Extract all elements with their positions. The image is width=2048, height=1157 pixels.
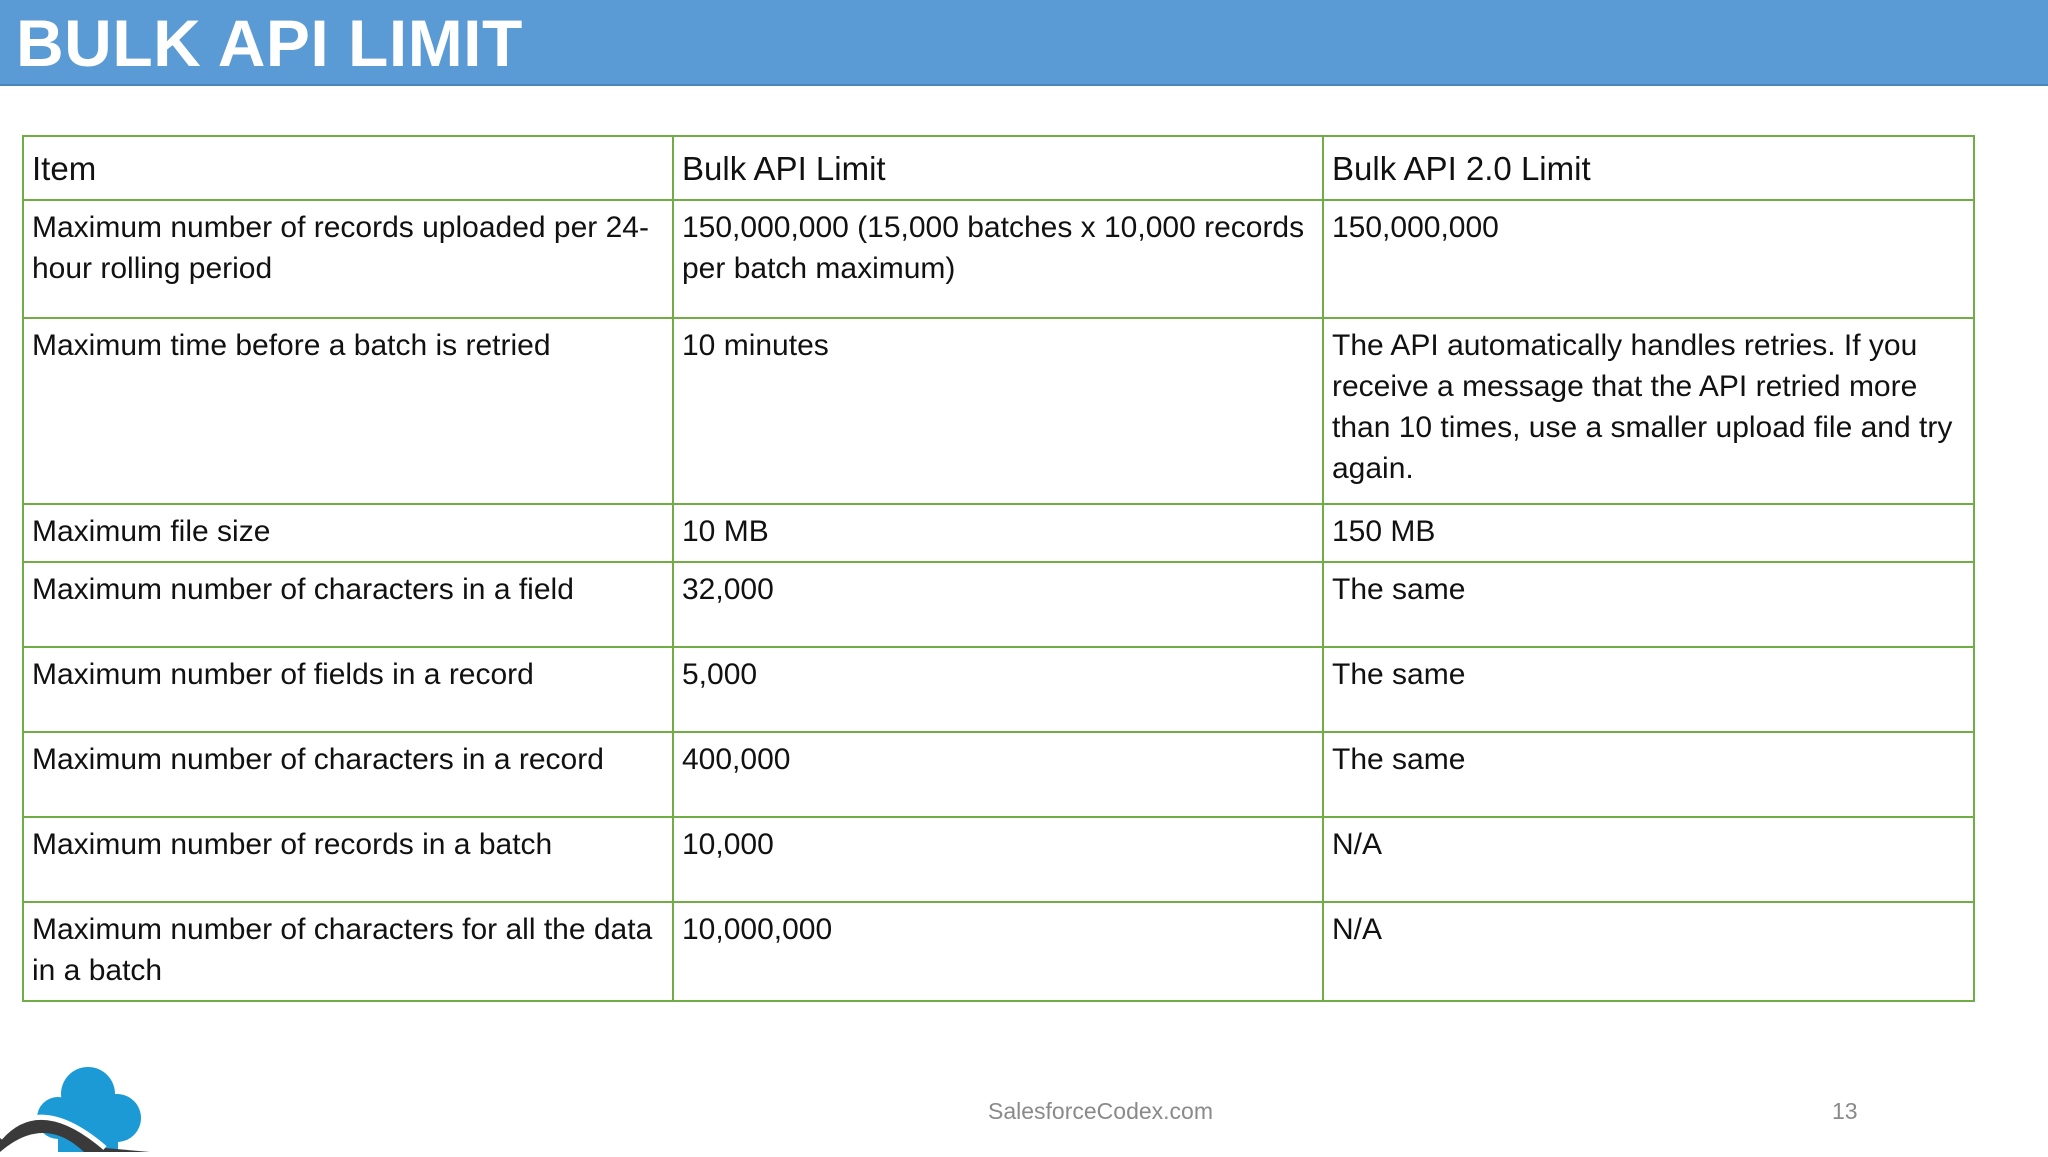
table-header-row (23, 136, 1974, 200)
table-cell: 150 MB (1323, 504, 1974, 562)
table-cell: Maximum number of characters for all the data in a batch (23, 902, 673, 1001)
footer-site: SalesforceCodex.com (988, 1098, 1213, 1124)
table-cell: Maximum number of characters in a record (23, 732, 673, 817)
table-cell: N/A (1323, 902, 1974, 1001)
table-row (23, 200, 1974, 318)
table-cell: 10,000,000 (673, 902, 1323, 1001)
table-row (23, 732, 1974, 817)
limits-table (22, 135, 1975, 1002)
table-cell: Maximum number of fields in a record (23, 647, 673, 732)
table-cell: Maximum number of records uploaded per 24-hour rolling period (23, 200, 673, 318)
header-bulk-api-limit: Bulk API Limit (673, 136, 1323, 200)
header-bulk-api-2-limit: Bulk API 2.0 Limit (1323, 136, 1974, 200)
table-cell: 150,000,000 (15,000 batches x 10,000 records per batch maximum) (673, 200, 1323, 318)
slide-title: BULK API LIMIT (16, 6, 523, 80)
table-cell: Maximum file size (23, 504, 673, 562)
title-bar (0, 0, 2048, 86)
table-cell: 10 MB (673, 504, 1323, 562)
table-row (23, 318, 1974, 504)
table-cell: 5,000 (673, 647, 1323, 732)
table-cell: 400,000 (673, 732, 1323, 817)
table-cell: The same (1323, 647, 1974, 732)
table-row (23, 902, 1974, 1001)
table-cell: The same (1323, 562, 1974, 647)
table-row (23, 562, 1974, 647)
table-cell: The same (1323, 732, 1974, 817)
table-cell: Maximum number of records in a batch (23, 817, 673, 902)
table-cell: N/A (1323, 817, 1974, 902)
table-cell: 10 minutes (673, 318, 1323, 504)
table-row (23, 817, 1974, 902)
table-cell: Maximum time before a batch is retried (23, 318, 673, 504)
table-row (23, 647, 1974, 732)
table-cell: 10,000 (673, 817, 1323, 902)
table-row (23, 504, 1974, 562)
table-cell: 32,000 (673, 562, 1323, 647)
table-cell: 150,000,000 (1323, 200, 1974, 318)
table-cell: The API automatically handles retries. If you receive a message that the API retried more than 10 times, use a smaller upload file and try again. (1323, 318, 1974, 504)
page-number: 13 (1832, 1098, 1858, 1124)
table-cell: Maximum number of characters in a field (23, 562, 673, 647)
cloud-logo-icon (0, 1052, 150, 1152)
header-item: Item (23, 136, 673, 200)
